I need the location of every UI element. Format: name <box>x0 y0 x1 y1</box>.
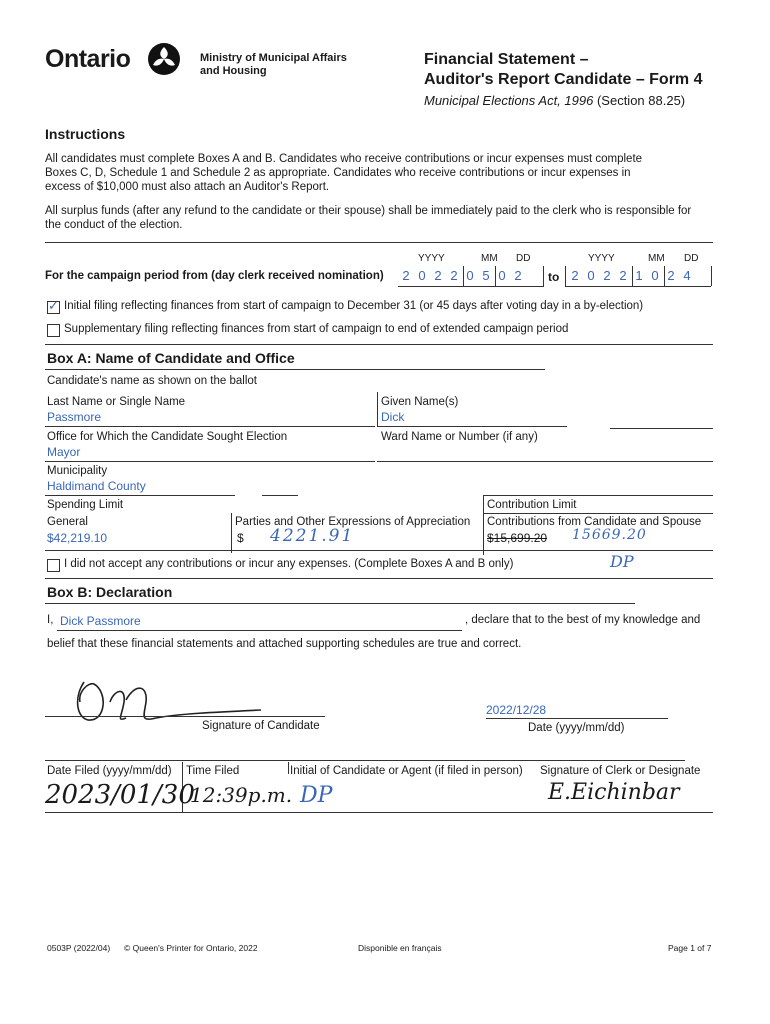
given-name-field[interactable]: Dick <box>381 410 405 424</box>
to-digit: 4 <box>683 268 691 283</box>
from-digit: 0 <box>418 268 426 283</box>
copyright: © Queen's Printer for Ontario, 2022 <box>124 943 258 953</box>
field-underline <box>45 461 375 462</box>
box-a-heading: Box A: Name of Candidate and Office <box>47 350 295 366</box>
form-code: 0503P (2022/04) <box>47 943 111 953</box>
belief-text: belief that these financial statements and attached supporting schedules are true and correct. <box>47 638 522 650</box>
contribution-limit-field[interactable]: 15669.20 <box>572 527 647 543</box>
field-underline <box>45 550 713 551</box>
to-digit: 2 <box>603 268 611 283</box>
from-digit: 2 <box>450 268 458 283</box>
to-digit: 1 <box>635 268 643 283</box>
sep <box>565 266 566 286</box>
contribution-struck: $15,699.20 <box>487 531 548 545</box>
initial-filing-checkbox[interactable] <box>47 298 60 314</box>
column-sep <box>288 762 289 774</box>
to-digit: 0 <box>587 268 595 283</box>
date-filed-label: Date Filed (yyyy/mm/dd) <box>47 765 172 777</box>
from-digit: 5 <box>482 268 490 283</box>
from-digit: 2 <box>514 268 522 283</box>
clerk-signature-field: E.Eichinbar <box>548 780 680 805</box>
logo-wordmark: Ontario <box>45 45 131 73</box>
supplementary-filing-checkbox[interactable] <box>47 324 60 337</box>
last-name-field[interactable]: Passmore <box>47 410 102 424</box>
municipality-label: Municipality <box>47 465 108 477</box>
field-underline <box>377 426 567 427</box>
from-date-field[interactable] <box>398 268 526 283</box>
contribution-sub-label: Contributions from Candidate and Spouse <box>487 516 702 528</box>
no-contributions-checkbox[interactable] <box>47 559 60 572</box>
signature-label: Signature of Candidate <box>202 720 320 732</box>
divider <box>45 578 713 579</box>
sep <box>495 266 496 286</box>
divider <box>45 369 545 370</box>
office-label: Office for Which the Candidate Sought Election <box>47 431 288 443</box>
signature-underline <box>45 716 325 717</box>
field-underline <box>45 426 375 427</box>
yyyy-header-to: YYYY <box>588 253 615 264</box>
field-underline <box>262 495 298 496</box>
mm-header-from: MM <box>481 253 498 264</box>
from-digit: 0 <box>466 268 474 283</box>
from-digit: 0 <box>498 268 506 283</box>
instructions-para-2: All surplus funds (after any refund to the candidate or their spouse) shall be immediately paid to the clerk who is responsible for the conduct of the election. <box>45 205 692 231</box>
field-underline <box>57 630 462 631</box>
ministry-name: Ministry of Municipal Affairs and Housing <box>200 52 347 77</box>
ontario-logo <box>45 45 130 85</box>
yyyy-header-from: YYYY <box>418 253 445 264</box>
municipality-field[interactable]: Haldimand County <box>47 479 146 493</box>
from-digit: 2 <box>402 268 410 283</box>
divider <box>45 812 713 813</box>
page-number: Page 1 of 7 <box>668 943 712 953</box>
field-underline <box>484 513 713 514</box>
checkmark-icon: ✓ <box>48 298 59 313</box>
to-digit: 2 <box>571 268 579 283</box>
parties-dollar: $ <box>237 531 244 545</box>
form-title: Financial Statement – Auditor's Report Candidate – Form 4 <box>424 51 703 88</box>
date-label: Date (yyyy/mm/dd) <box>528 722 625 734</box>
field-underline <box>377 461 713 462</box>
dd-header-from: DD <box>516 253 531 264</box>
campaign-period-label: For the campaign period from (day clerk received nomination) <box>45 270 384 282</box>
trillium-icon <box>147 42 181 76</box>
from-date-underline <box>398 286 544 287</box>
instructions-para-1: All candidates must complete Boxes A and B. Candidates who receive contributions or incur expenses must complete Boxes C, D, Schedule 1 and Schedule 2 as appropriate. Candidates who receive contributions or incur expenses in excess of $10,000 must also attach an Auditor's Report. <box>45 153 643 193</box>
box-b-heading: Box B: Declaration <box>47 584 173 600</box>
filing-initial-field[interactable]: DP <box>300 783 333 808</box>
sep <box>543 266 544 286</box>
column-sep <box>231 513 232 553</box>
declaration-text: , declare that to the best of my knowledge and <box>465 614 701 626</box>
divider <box>45 760 685 761</box>
to-date-field[interactable] <box>567 268 695 283</box>
dd-header-to: DD <box>684 253 699 264</box>
general-label: General <box>47 516 88 528</box>
instructions-heading: Instructions <box>45 126 126 142</box>
sign-date-field[interactable]: 2022/12/28 <box>486 703 547 717</box>
divider <box>45 242 713 243</box>
given-name-label: Given Name(s) <box>381 396 459 408</box>
candidate-name-caption: Candidate's name as shown on the ballot <box>47 375 257 387</box>
to-date-underline <box>565 286 711 287</box>
parties-label: Parties and Other Expressions of Appreciation <box>235 516 471 528</box>
office-field[interactable]: Mayor <box>47 445 81 459</box>
spending-limit-label: Spending Limit <box>47 499 124 511</box>
initial-label: Initial of Candidate or Agent (if filed in person) <box>290 765 523 777</box>
sep <box>711 266 712 286</box>
declaration-prefix: I, <box>47 614 54 626</box>
act-reference: Municipal Elections Act, 1996 (Section 88.25) <box>424 93 686 108</box>
divider <box>45 603 635 604</box>
to-label: to <box>548 270 560 284</box>
time-filed-field[interactable]: 12:39p.m. <box>190 783 293 807</box>
to-digit: 2 <box>667 268 675 283</box>
from-digit: 2 <box>434 268 442 283</box>
sep <box>632 266 633 286</box>
to-digit: 0 <box>651 268 659 283</box>
field-underline <box>45 495 235 496</box>
contribution-limit-label: Contribution Limit <box>487 499 577 511</box>
field-underline <box>486 718 668 719</box>
sep <box>664 266 665 286</box>
parties-limit-field[interactable]: 4221.91 <box>270 526 355 546</box>
ward-label: Ward Name or Number (if any) <box>381 431 538 443</box>
initials-mark: DP <box>610 552 634 571</box>
column-sep <box>483 495 484 555</box>
general-limit-field[interactable]: $42,219.10 <box>47 531 108 545</box>
no-contributions-label: I did not accept any contributions or incur any expenses. (Complete Boxes A and B only) <box>64 558 514 570</box>
field-underline <box>610 428 713 429</box>
declarant-name-field[interactable]: Dick Passmore <box>60 614 141 628</box>
initial-filing-label: Initial filing reflecting finances from start of campaign to December 31 (or 45 days after voting day in a by-election) <box>64 300 644 312</box>
mm-header-to: MM <box>648 253 665 264</box>
clerk-signature-label: Signature of Clerk or Designate <box>540 765 701 777</box>
last-name-label: Last Name or Single Name <box>47 396 186 408</box>
time-filed-label: Time Filed <box>186 765 240 777</box>
sep <box>463 266 464 286</box>
field-underline <box>484 495 713 496</box>
date-filed-field[interactable]: 2023/01/30 <box>45 780 195 810</box>
column-sep <box>377 392 378 426</box>
french-availability: Disponible en français <box>358 943 442 953</box>
divider <box>45 344 713 345</box>
to-digit: 2 <box>619 268 627 283</box>
supplementary-filing-label: Supplementary filing reflecting finances from start of campaign to end of extended campaign period <box>64 323 569 335</box>
